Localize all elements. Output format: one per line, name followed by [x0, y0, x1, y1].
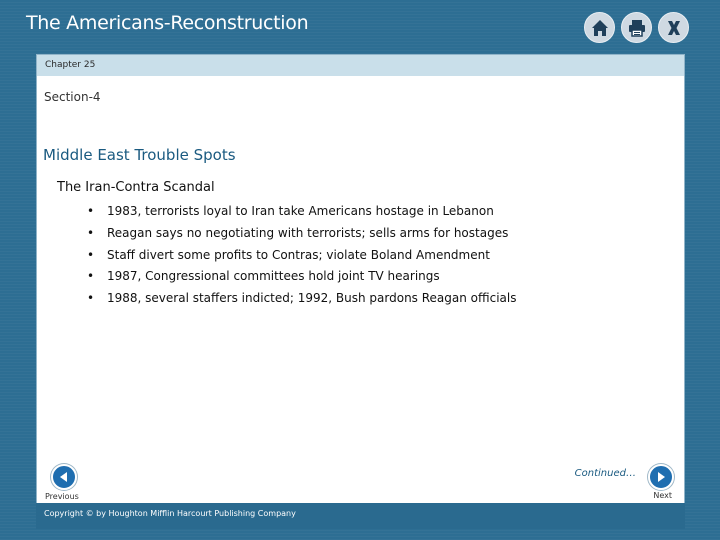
chapter-label: Chapter 25	[37, 55, 684, 76]
bullet-list	[87, 201, 516, 310]
bullet-text: Reagan says no negotiating with terrorists; sells arms for hostages	[107, 225, 509, 240]
list-item: • 1988, several staffers indicted; 1992, Bush pardons Reagan officials	[87, 291, 517, 306]
close-icon[interactable]	[658, 12, 689, 43]
previous-button[interactable]	[51, 464, 77, 490]
list-item: • Staff divert some profits to Contras; violate Boland Amendment	[87, 247, 490, 262]
list-item: • 1983, terrorists loyal to Iran take Americans hostage in Lebanon	[87, 204, 494, 218]
content-panel	[36, 54, 685, 518]
arrow-right-icon	[655, 471, 667, 483]
continued-label: Continued…	[574, 468, 636, 479]
bullet-text: 1988, several staffers indicted; 1992, Bush pardons Reagan officials	[107, 291, 517, 306]
section-label: Section-4	[44, 90, 101, 104]
next-label[interactable]: Next	[653, 491, 672, 500]
slide-subheading: The Iran-Contra Scandal	[57, 180, 215, 195]
previous-label[interactable]: Previous	[45, 492, 79, 501]
arrow-left-icon	[58, 471, 70, 483]
list-item: • Reagan says no negotiating with terrorists; sells arms for hostages	[87, 225, 509, 240]
list-item: • 1987, Congressional committees hold joint TV hearings	[87, 269, 440, 284]
next-button[interactable]	[648, 464, 674, 490]
copyright-footer: Copyright © by Houghton Mifflin Harcourt Publishing Company	[36, 503, 685, 529]
slide-heading: Middle East Trouble Spots	[43, 146, 236, 164]
print-icon[interactable]	[621, 12, 652, 43]
nav-icons	[584, 12, 689, 43]
bullet-text: Staff divert some profits to Contras; violate Boland Amendment	[107, 247, 490, 262]
bullet-text: 1983, terrorists loyal to Iran take Americans hostage in Lebanon	[107, 204, 494, 218]
page-title: The Americans-Reconstruction	[26, 12, 309, 34]
home-icon[interactable]	[584, 12, 615, 43]
bullet-text: 1987, Congressional committees hold joint TV hearings	[107, 269, 440, 284]
